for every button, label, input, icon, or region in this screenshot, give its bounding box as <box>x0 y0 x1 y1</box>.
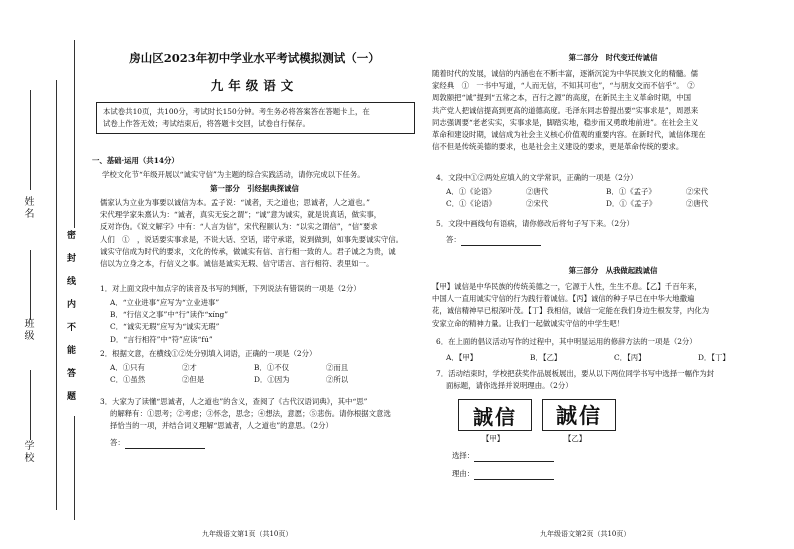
part-1-heading: 第一部分 引经据典探诚信 <box>210 184 299 193</box>
passage-2-line: 信不但是传统美德的要求，也是社会主义建设的要求，更是革命传统的要求。 <box>432 142 684 152</box>
option-c[interactable]: C．【丙】 <box>614 353 646 362</box>
page-2-footer: 九年级语文第2页（共10页） <box>540 530 631 538</box>
question-4-options <box>446 186 786 210</box>
passage-3-line: 【甲】诚信是中华民族的传统美德之一，它源于人性，生生不息。【乙】千百年来， <box>432 282 702 291</box>
binding-margin <box>0 0 82 549</box>
question-3-line: 择恰当的一项，并结合词义理解“思诚者，人之道也”的意思。（2分） <box>110 421 333 431</box>
passage-1-line: 诚实守信成为时代的要求，文化的传承，做诚实有信、言行相一致的人。君子诚之为贵，诚 <box>100 246 396 256</box>
binding-line-1 <box>56 80 57 510</box>
question-7 <box>436 368 792 392</box>
option-c[interactable]: C．①虽然 <box>110 375 146 385</box>
answer-blank[interactable] <box>461 236 541 246</box>
passage-1 <box>100 197 418 270</box>
question-3-line: 3．大家为了读懂“思诚者，人之道也”的含义，查阅了《古代汉语词典》，其中“思” <box>100 397 368 406</box>
calligraphy-sample-a[interactable]: 誠信 <box>458 399 532 431</box>
passage-3 <box>432 281 794 330</box>
option-a[interactable]: A．①只有 <box>110 363 145 372</box>
reason-answer <box>452 468 554 480</box>
question-4: 4．文段中①②两处应填入的文学常识，正确的一项是（2分） <box>436 173 638 182</box>
passage-2-line: 周敦颐把“诚”提到“五常之本，百行之源”的高度，在新民主主义革命时期，中国 <box>432 93 692 103</box>
choice-answer <box>452 450 554 462</box>
question-5-answer <box>446 234 541 246</box>
intro-text: 学校文化节“年级开展以“诚实守信”为主题的综合实践活动，请你完成以下任务。 <box>102 170 365 179</box>
part-2-heading: 第二部分 时代变迁传诚信 <box>568 53 658 62</box>
question-1-options <box>110 297 228 346</box>
notice-line-2: 试卷上作答无效；考试结束后，将答题卡交回，试卷自行保存。 <box>103 119 310 128</box>
option-d[interactable]: D．“言行相符”中“符”应读“fú” <box>110 334 213 344</box>
question-3-answer <box>110 437 205 449</box>
question-1: 1．对上面文段中加点字的读音及书写的判断，下列说法有错误的一项是（2分） <box>100 284 361 293</box>
option-c-part-2: ②但是 <box>182 375 205 385</box>
option-c[interactable]: C．①《论语》 <box>446 199 496 209</box>
passage-1-line: 宋代理学家朱熹认为：“诚者，真实无妄之谓”；“诚”意为诚实，就是说真话，做实事， <box>100 210 382 220</box>
choice-blank[interactable] <box>474 452 554 462</box>
option-a[interactable]: A．【甲】 <box>446 353 478 362</box>
exam-notice <box>96 102 415 134</box>
seal-line-text: 密封线内不能答题 <box>65 230 75 414</box>
question-2-options <box>110 362 410 386</box>
question-2: 2．根据文意，在横线①②处分别填入词语，正确的一项是（2分） <box>100 349 317 358</box>
option-d[interactable]: D．①《孟子》 <box>606 199 657 209</box>
calligraphy-sample-b[interactable]: 誠信 <box>542 399 616 431</box>
option-c[interactable]: C．“诚实无瑕”应写为“诚实无瑕” <box>110 322 220 332</box>
name-label: 姓名 <box>22 196 33 220</box>
option-b[interactable]: B．①不仅 <box>254 363 289 372</box>
answer-label: 答： <box>110 438 125 447</box>
calligraphy-label-b: 【乙】 <box>564 434 587 443</box>
exam-subject: 九年级语文 <box>210 78 299 93</box>
school-label: 学校 <box>22 440 33 464</box>
passage-1-line: 信以为立身之本，行信义之事。诚信是诚实无瑕、信守诺言、言行相符、表里如一。 <box>100 259 374 269</box>
school-field[interactable] <box>30 370 31 440</box>
name-field[interactable] <box>30 90 31 190</box>
question-6-options <box>446 352 786 364</box>
choice-label: 选择： <box>452 451 475 460</box>
section-1-heading: 一、基础·运用（共14分） <box>92 156 179 165</box>
passage-1-line: 反对诈伪。《说文解字》中有：“人言为信”，宋代程颐认为：“以实之谓信”，“信”要求 <box>100 222 378 232</box>
passage-3-line: 中国人一直用诚实守信的行为践行着诚信。【丙】诚信的种子早已在中华大地撒遍 <box>432 294 695 304</box>
option-d[interactable]: D．【丁】 <box>698 353 730 362</box>
option-a[interactable]: A．“立业进事”应写为“立业进事” <box>110 298 220 307</box>
option-d-part-2: ②所以 <box>326 375 349 385</box>
option-b[interactable]: B．【乙】 <box>530 353 562 362</box>
passage-2-line: 同志强调要“老老实实，实事求是，脚踏实地，稳步而又勇敢地前进”。在社会主义 <box>432 117 699 127</box>
answer-blank[interactable] <box>125 439 205 449</box>
option-d[interactable]: D．①因为 <box>254 375 290 385</box>
reason-blank[interactable] <box>474 470 554 480</box>
class-field[interactable] <box>30 250 31 320</box>
passage-3-line: 花，诚信精神早已根深叶茂。【丁】我相信，诚信一定能在我们身边生根发芽，内化为 <box>432 306 710 316</box>
page-2 <box>432 0 794 549</box>
option-b-part-2: ②而且 <box>326 363 349 372</box>
option-d-part-2: ②唐代 <box>686 199 709 209</box>
question-6: 6．在上面的倡议活动写作的过程中，其中明显运用的修辞方法的一项是（2分） <box>436 337 697 346</box>
option-b[interactable]: B．①《孟子》 <box>606 187 656 196</box>
passage-1-line: 人们 ① ，说话要实事求是，不说大话、空话，诺守承诺，说到做到，如事先要诚实守信。 <box>100 234 404 244</box>
option-b[interactable]: B．“行信义之事”中“行”读作“xíng” <box>110 310 229 320</box>
question-5: 5．文段中画线句有语病，请你修改后将句子写下来。（2分） <box>436 219 634 228</box>
passage-2-line: 随着时代的发展，诚信的内涵也在不断丰富，逐渐沉淀为中华民族文化的精髓。儒 <box>432 69 699 78</box>
question-3 <box>100 396 418 433</box>
reason-label: 理由： <box>452 469 475 478</box>
page-1-footer: 九年级语文第1页（共10页） <box>202 530 293 538</box>
option-a-part-2: ②才 <box>182 363 197 372</box>
passage-3-line: 安家立命的精神力量。让我们一起做诚实守信的中学生吧！ <box>432 318 625 328</box>
class-label: 班级 <box>22 318 33 342</box>
calligraphy-label-a: 【甲】 <box>482 434 505 443</box>
passage-2-line: 共产党人把诚信提高到更高的道德高度。毛泽东同志曾提出要“实事求是”，周恩来 <box>432 105 699 115</box>
part-3-heading: 第三部分 从我做起践诚信 <box>568 266 658 275</box>
passage-2 <box>432 68 794 153</box>
passage-1-line: 儒家认为立业为事要以诚信为本。孟子说：“诚者，天之道也；思诚者，人之道也。” <box>100 198 370 207</box>
exam-title: 房山区2023年初中学业水平考试模拟测试（一） <box>129 51 380 65</box>
passage-2-line: 家经典 ① 一书中写道，“人而无信，不知其可也”，“与朋友交而不信乎”。 ② <box>432 81 695 91</box>
answer-label: 答： <box>446 235 461 244</box>
option-b-part-2: ②宋代 <box>686 187 709 196</box>
question-3-line: 的解释有：①思考；②考虑；③怀念，思念；④想法，意愿；⑤悲伤。请你根据文意选 <box>110 409 391 419</box>
option-a-part-2: ②唐代 <box>526 187 549 196</box>
option-a[interactable]: A．①《论语》 <box>446 187 496 196</box>
option-c-part-2: ②宋代 <box>526 199 549 209</box>
notice-line-1: 本试卷共10页，共100分，考试时长150分钟。考生务必将答案答在答题卡上，在 <box>103 107 370 116</box>
question-7-line: 7．活动结束时，学校把获奖作品展板展出，要从以下两位同学书写中选择一幅作为封 <box>436 369 715 378</box>
question-7-line: 面标题，请你选择并说明理由。（2分） <box>446 381 573 391</box>
passage-2-line: 革命和建设时期，诚信成为社会主义核心价值观的重要内容。在新时代，诚信体现在 <box>432 130 706 140</box>
